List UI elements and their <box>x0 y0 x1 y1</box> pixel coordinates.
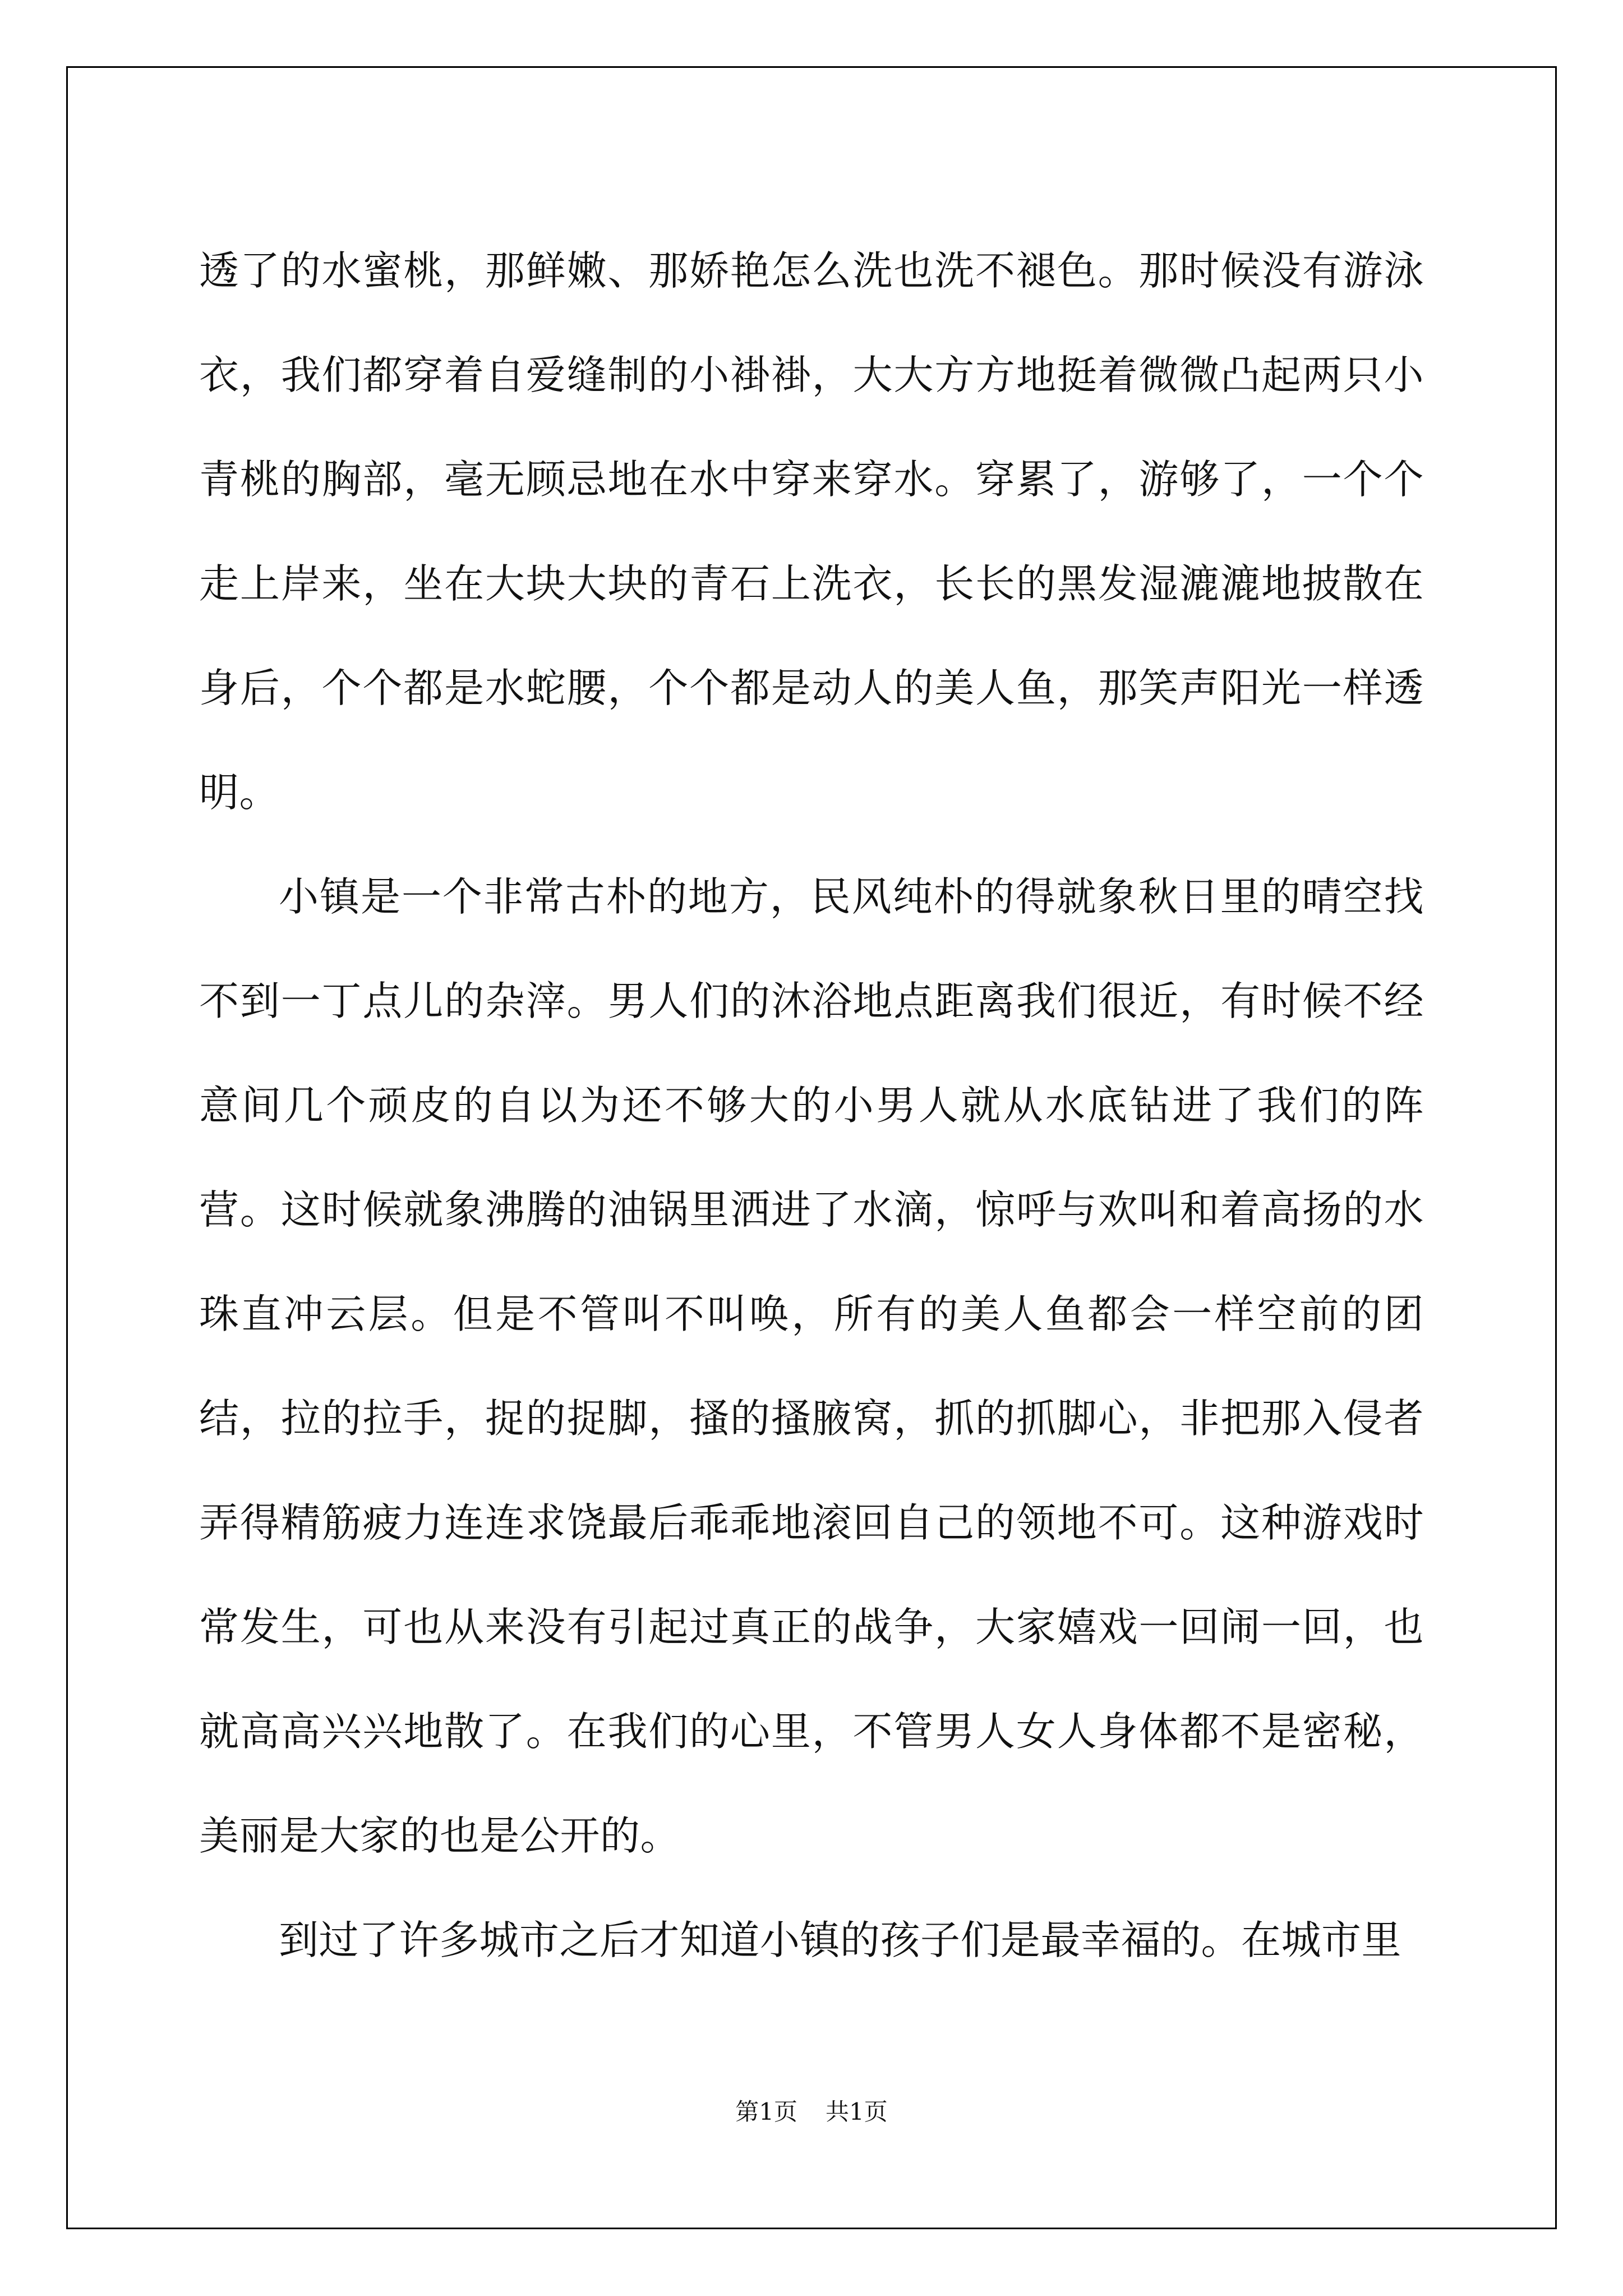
page-number: 第1页 <box>735 2098 797 2125</box>
paragraph-2: 小镇是一个非常古朴的地方，民风纯朴的得就象秋日里的晴空找不到一丁点儿的杂滓。男人们的沐浴地点距离我们很近，有时候不经意间几个顽皮的自以为还不够大的小男人就从水底钻进了我们的阵营。这时候就象沸腾的油锅里洒进了水滴，惊呼与欢叫和着高扬的水珠直冲云层。但是不管叫不叫唤，所有的美人鱼都会一样空前的团结，拉的拉手，捉的捉脚，搔的搔腋窝，抓的抓脚心，非把那入侵者弄得精筋疲力连连求饶最后乖乖地滚回自己的领地不可。这种游戏时常发生，可也从来没有引起过真正的战争，大家嬉戏一回闹一回，也就高高兴兴地散了。在我们的心里，不管男人女人身体都不是密秘，美丽是大家的也是公开的。 <box>199 873 1424 1859</box>
document-body <box>199 219 1424 1993</box>
paragraph-1: 透了的水蜜桃，那鲜嫩、那娇艳怎么洗也洗不褪色。那时候没有游泳衣，我们都穿着自爱缝制的小褂褂，大大方方地挺着微微凸起两只小青桃的胸部，毫无顾忌地在水中穿来穿水。穿累了，游够了，一个个走上岸来，坐在大块大块的青石上洗衣，长长的黑发湿漉漉地披散在身后，个个都是水蛇腰，个个都是动人的美人鱼，那笑声阳光一样透明。 <box>199 247 1424 816</box>
page-footer <box>0 2095 1623 2129</box>
page-total: 共1页 <box>826 2098 888 2125</box>
paragraph-3: 到过了许多城市之后才知道小镇的孩子们是最幸福的。在城市里 <box>279 1917 1402 1963</box>
